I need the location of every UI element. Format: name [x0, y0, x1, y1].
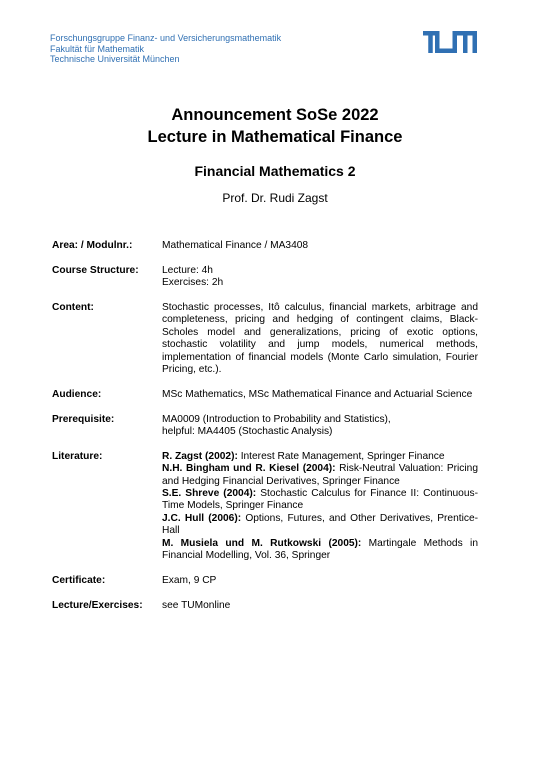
prerequisite-row: [52, 414, 478, 439]
literature-entry: [162, 488, 478, 513]
structure-label: Course Structure:: [52, 264, 139, 276]
structure-row: [52, 265, 478, 290]
structure-exercises: Exercises: 2h: [162, 277, 224, 289]
area-label: Area: / Modulnr.:: [52, 240, 133, 251]
prerequisite-line: MA0009 (Introduction to Probability and Statistics),: [162, 413, 391, 425]
prerequisite-line: helpful: MA4405 (Stochastic Analysis): [162, 426, 333, 438]
audience-value: MSc Mathematics, MSc Mathematical Finance and Actuarial Science: [162, 388, 473, 400]
lecture-exercises-label: Lecture/Exercises:: [52, 599, 143, 611]
literature-entry: [162, 538, 478, 563]
title-block: [0, 104, 550, 206]
course-title: Financial Mathematics 2: [194, 163, 356, 179]
org-line-university: Technische Universität München: [50, 54, 180, 64]
org-line-group: Forschungsgruppe Finanz- und Versicherungsmathematik: [50, 33, 282, 43]
literature-row: [52, 451, 478, 563]
prerequisite-value: [162, 414, 478, 439]
structure-lecture: Lecture: 4h: [162, 264, 213, 276]
literature-title: Stochastic Calculus for Finance II: Continuous-Time Models, Springer Finance: [162, 488, 479, 512]
professor-name: Prof. Dr. Rudi Zagst: [222, 191, 328, 205]
literature-title: Risk-Neutral Valuation: Pricing and Hedging Financial Derivatives, Springer Finance: [162, 463, 478, 487]
certificate-value: Exam, 9 CP: [162, 574, 217, 586]
organization-header: [50, 33, 281, 65]
structure-value: [162, 265, 478, 290]
literature-authors: M. Musiela und M. Rutkowski (2005):: [162, 537, 362, 549]
announcement-title: Announcement SoSe 2022: [171, 106, 379, 124]
course-info: [52, 240, 478, 624]
literature-entry: [162, 463, 478, 488]
audience-label: Audience:: [52, 388, 102, 400]
literature-title: Interest Rate Management, Springer Finance: [237, 450, 445, 462]
literature-title: Martingale Methods in Financial Modelling, Vol. 36, Springer: [162, 537, 478, 562]
certificate-label: Certificate:: [52, 574, 106, 586]
literature-authors: S.E. Shreve (2004):: [162, 488, 257, 500]
lecture-exercises-value: see TUMonline: [162, 599, 231, 611]
org-line-faculty: Fakultät für Mathematik: [50, 43, 145, 54]
certificate-row: [52, 575, 478, 587]
lecture-exercises-row: [52, 600, 478, 612]
audience-row: [52, 389, 478, 401]
content-row: [52, 302, 478, 376]
prerequisite-label: Prerequisite:: [52, 413, 115, 425]
literature-entry: [162, 513, 478, 538]
literature-authors: N.H. Bingham und R. Kiesel (2004):: [162, 463, 336, 475]
tum-logo: [423, 31, 477, 59]
content-label: Content:: [52, 302, 94, 313]
literature-label: Literature:: [52, 450, 103, 462]
literature-authors: R. Zagst (2002):: [162, 450, 238, 462]
literature-authors: J.C. Hull (2006):: [162, 512, 242, 524]
area-value: Mathematical Finance / MA3408: [162, 240, 309, 251]
literature-list: [162, 451, 478, 563]
literature-entry: [162, 451, 478, 463]
area-row: [52, 240, 478, 252]
content-value: Stochastic processes, Itô calculus, financial markets, arbitrage and completeness, pricing and hedging of contingent claims, Black-Scholes model and generalizations, pricing of exotic options, stochastic volatility and jump models, numerical methods, implementation of financial models (Monte Carlo simulation, Fourier Pricing, etc.).: [162, 302, 478, 376]
lecture-title: Lecture in Mathematical Finance: [147, 128, 403, 146]
literature-title: Options, Futures, and Other Derivatives, Prentice-Hall: [162, 512, 478, 537]
